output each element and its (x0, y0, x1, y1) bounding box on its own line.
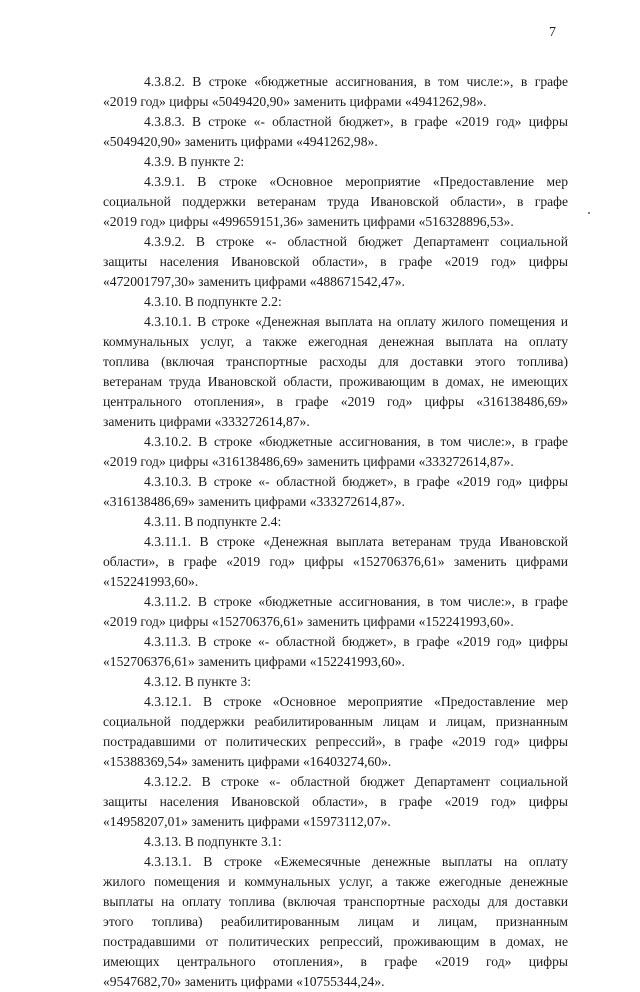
paragraph (103, 692, 568, 772)
paragraph-line: «9547682,70» заменить цифрами «10755344,24». (103, 974, 385, 989)
paragraph-line: 4.3.10.2. В строке «бюджетные ассигнования, в том числе:», в графе (144, 434, 568, 449)
paragraph (103, 772, 568, 832)
paragraph (103, 512, 568, 532)
paragraph-line: жилого помещения и коммунальных услуг, а также ежегодные денежные (103, 874, 568, 889)
paragraph-line: 4.3.13.1. В строке «Ежемесячные денежные выплаты на оплату (144, 854, 568, 869)
paragraph-line: центрального отопления», в графе «2019 год» цифры «316138486,69» (103, 394, 568, 409)
paragraph-line: имеющих центрального отопления», в графе «2019 год» цифры (103, 954, 568, 969)
paragraph (103, 852, 568, 992)
scan-speck (588, 212, 590, 214)
paragraph-line: 4.3.12.2. В строке «- областной бюджет Департамент социальной (144, 774, 568, 789)
paragraph-line: 4.3.12. В пункте 3: (144, 674, 251, 689)
paragraph (103, 112, 568, 152)
paragraph-line: 4.3.9.2. В строке «- областной бюджет Департамент социальной (144, 234, 568, 249)
paragraph-line: этого топлива) реабилитированным лицам и лицам, признанным (103, 914, 568, 929)
paragraph (103, 232, 568, 292)
paragraph-line: ветеранам труда Ивановской области, проживающим в домах, не имеющих (103, 374, 568, 389)
paragraph-line: «152706376,61» заменить цифрами «152241993,60». (103, 654, 405, 669)
paragraph-line: 4.3.11. В подпункте 2.4: (144, 514, 282, 529)
paragraph-line: 4.3.11.2. В строке «бюджетные ассигнования, в том числе:», в графе (144, 594, 568, 609)
document-body (103, 72, 568, 992)
paragraph-line: 4.3.11.1. В строке «Денежная выплата ветеранам труда Ивановской (144, 534, 568, 549)
paragraph-line: 4.3.10. В подпункте 2.2: (144, 294, 282, 309)
paragraph-line: «15388369,54» заменить цифрами «16403274,60». (103, 754, 392, 769)
paragraph-line: защиты населения Ивановской области», в графе «2019 год» цифры (103, 794, 568, 809)
paragraph-line: 4.3.9.1. В строке «Основное мероприятие «Предоставление мер (144, 174, 568, 189)
paragraph-line: 4.3.10.3. В строке «- областной бюджет», в графе «2019 год» цифры (144, 474, 568, 489)
paragraph-line: «2019 год» цифры «5049420,90» заменить цифрами «4941262,98». (103, 94, 487, 109)
paragraph-line: социальной поддержки реабилитированным лицам и лицам, признанным (103, 714, 568, 729)
paragraph-line: 4.3.8.3. В строке «- областной бюджет», в графе «2019 год» цифры (144, 114, 568, 129)
paragraph (103, 172, 568, 232)
paragraph-line: «2019 год» цифры «152706376,61» заменить цифрами «152241993,60». (103, 614, 514, 629)
paragraph-line: 4.3.13. В подпункте 3.1: (144, 834, 282, 849)
paragraph-line: «2019 год» цифры «316138486,69» заменить цифрами «333272614,87». (103, 454, 514, 469)
paragraph (103, 532, 568, 592)
paragraph (103, 72, 568, 112)
paragraph-line: 4.3.10.1. В строке «Денежная выплата на оплату жилого помещения и (144, 314, 568, 329)
paragraph-line: «2019 год» цифры «499659151,36» заменить цифрами «516328896,53». (103, 214, 514, 229)
paragraph-line: «152241993,60». (103, 574, 199, 589)
paragraph (103, 592, 568, 632)
paragraph-line: защиты населения Ивановской области», в графе «2019 год» цифры (103, 254, 568, 269)
paragraph-line: 4.3.12.1. В строке «Основное мероприятие «Предоставление мер (144, 694, 568, 709)
paragraph (103, 152, 568, 172)
paragraph-line: 4.3.9. В пункте 2: (144, 154, 245, 169)
paragraph (103, 432, 568, 472)
paragraph-line: «472001797,30» заменить цифрами «488671542,47». (103, 274, 405, 289)
paragraph-line: 4.3.11.3. В строке «- областной бюджет», в графе «2019 год» цифры (144, 634, 568, 649)
paragraph-line: заменить цифрами «333272614,87». (103, 414, 310, 429)
paragraph-line: «5049420,90» заменить цифрами «4941262,98». (103, 134, 378, 149)
paragraph (103, 672, 568, 692)
paragraph-line: «316138486,69» заменить цифрами «333272614,87». (103, 494, 405, 509)
paragraph-line: «14958207,01» заменить цифрами «15973112,07». (103, 814, 391, 829)
paragraph-line: пострадавшими от политических репрессий», в графе «2019 год» цифры (103, 734, 568, 749)
paragraph-line: социальной поддержки ветеранам труда Ивановской области», в графе (103, 194, 568, 209)
paragraph-line: выплаты на оплату топлива (включая транспортные расходы для доставки (103, 894, 568, 909)
paragraph-line: области», в графе «2019 год» цифры «152706376,61» заменить цифрами (103, 554, 568, 569)
paragraph (103, 312, 568, 432)
page-number: 7 (549, 25, 556, 40)
paragraph-line: 4.3.8.2. В строке «бюджетные ассигнования, в том числе:», в графе (144, 74, 568, 89)
paragraph (103, 292, 568, 312)
paragraph-line: топлива (включая транспортные расходы для доставки этого топлива) (103, 354, 568, 369)
paragraph (103, 472, 568, 512)
paragraph (103, 632, 568, 672)
paragraph (103, 832, 568, 852)
paragraph-line: пострадавшими от политических репрессий, проживающим в домах, не (103, 934, 568, 949)
paragraph-line: коммунальных услуг, а также ежегодная денежная выплата на оплату (103, 334, 568, 349)
